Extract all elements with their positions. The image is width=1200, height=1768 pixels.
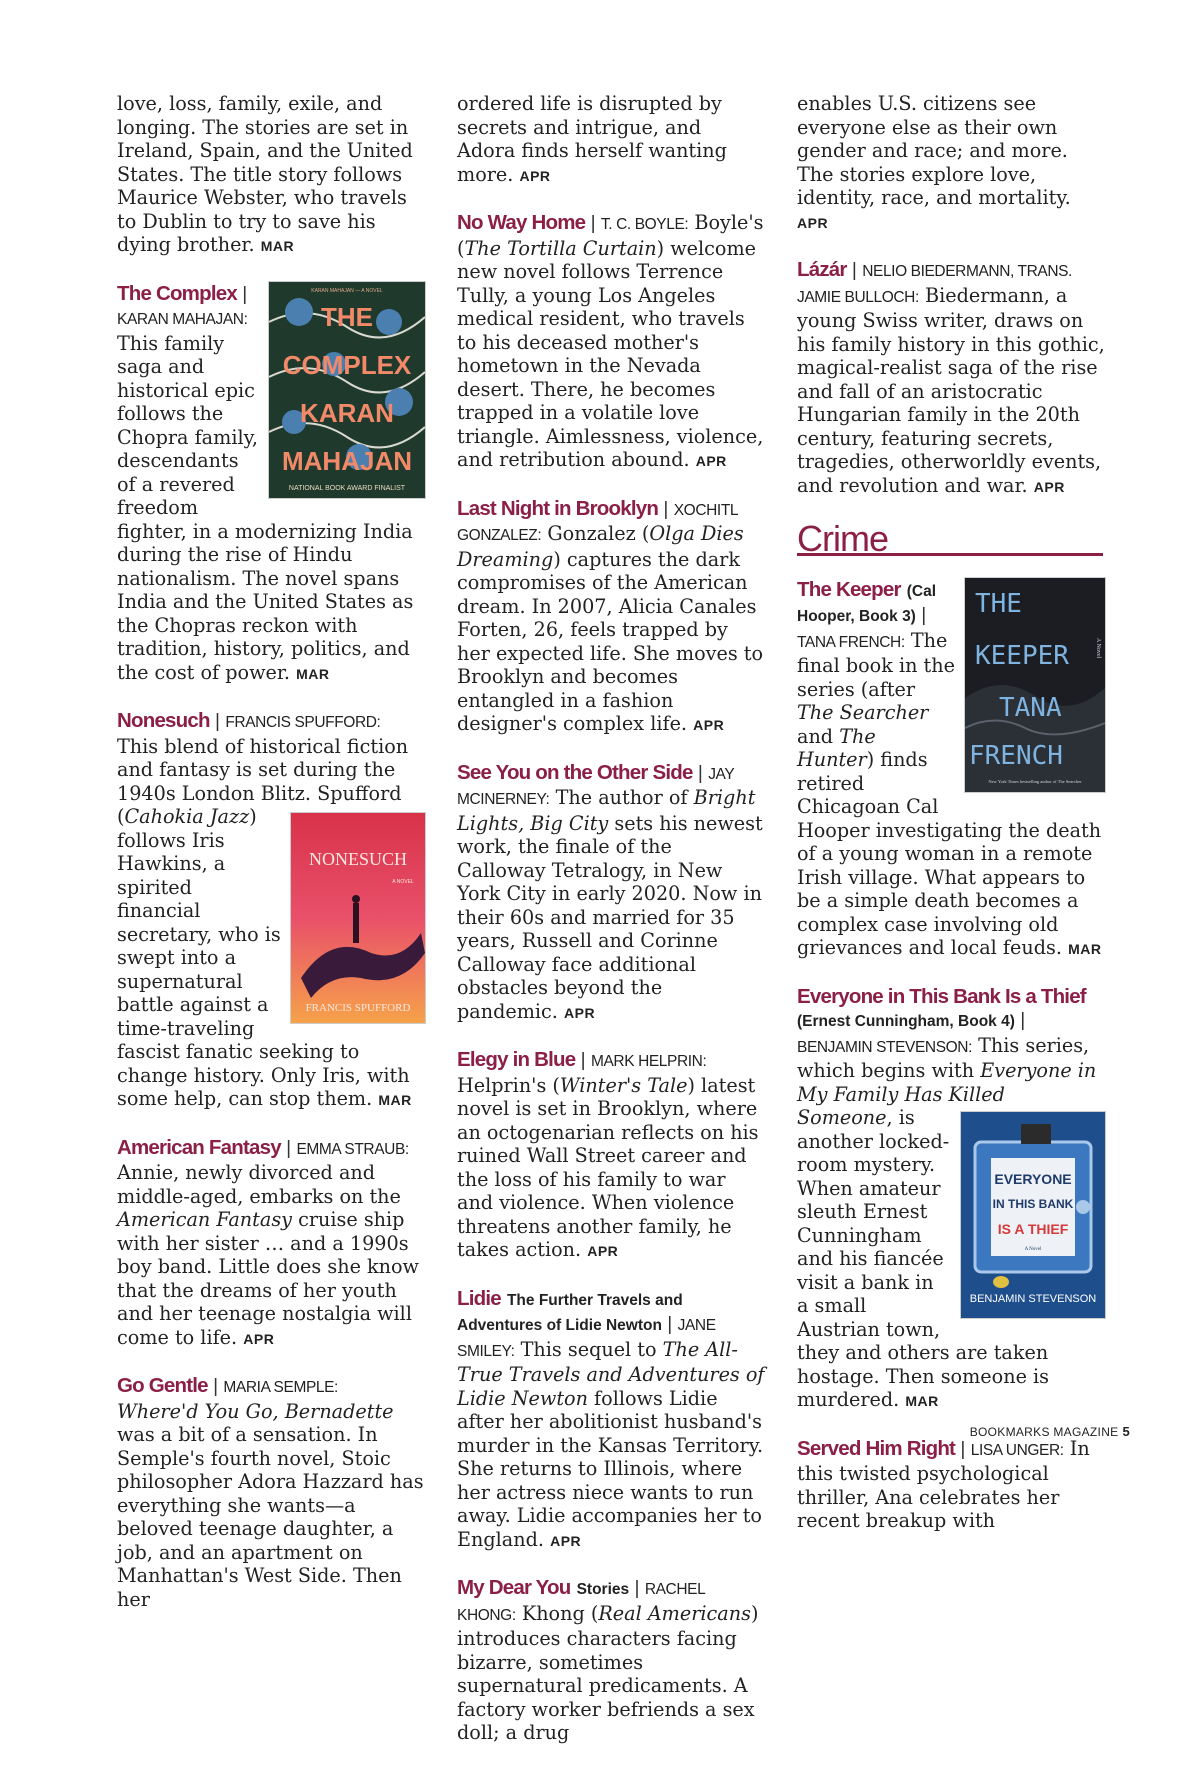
- release-month: APR: [693, 717, 725, 733]
- review-text: Biedermann, a young Swiss writer, draws on his family history in this gothic, magical-realist saga of the rise and fall of an aristocratic Hungarian family in the 20th century, featuring secrets, tragedies, otherworldly events, and revolution and war.: [797, 283, 1105, 497]
- page-footer: [970, 1424, 1130, 1439]
- review-no-way-home: No Way Home | T. C. BOYLE: Boyle's (The Tortilla Curtain) welcome new novel follows Terrence Tully, a young Los Angeles medical resident, who travels to his deceased mother's hometown in the Nevada desert. There, he becomes trapped in a volatile love triangle. Aimlessness, violence, and retribution abound. APR: [457, 211, 764, 471]
- review-everyone-in-this-bank-is-a-thief: Everyone in This Bank Is a Thief (Ernest Cunningham, Book 4) | BENJAMIN STEVENSON: This series, which begins with Everyone in My Family Has Killed Someone EVERYONE IN THIS BANK IS A THIEF A Novel BENJAMIN STEVENSON , is another locked-room mystery. When amateur sleuth Ernest Cunningham and his fiancée visit a bank in a small Austrian town, they and others are taken hostage. Then someone is murdered. MAR: [797, 985, 1105, 1414]
- referenced-title: The Tortilla Curtain: [464, 236, 657, 260]
- review-text: , is another locked-room mystery. When amateur sleuth Ernest Cunningham and his fiancée visit a bank in a small Austrian town, they and others are taken hostage. Then someone is murdered.: [797, 1106, 1050, 1411]
- book-title: Go Gentle: [117, 1374, 208, 1397]
- book-author: MARK HELPRIN:: [590, 1053, 707, 1070]
- review-text: This blend of historical fiction and fantasy is set during the 1940s London Blitz. Spufford (: [117, 734, 409, 828]
- column-1: [117, 92, 425, 1634]
- review-text: Annie, newly divorced and middle-aged, embarks on the: [117, 1161, 401, 1208]
- review-text: This series, which begins with: [797, 1033, 1090, 1082]
- referenced-title: Everyone in My Family Has Killed Someone: [797, 1059, 1097, 1129]
- svg-text:FRANCIS SPUFFORD: FRANCIS SPUFFORD: [305, 1002, 411, 1014]
- svg-text:NATIONAL BOOK AWARD FINALIST: NATIONAL BOOK AWARD FINALIST: [288, 484, 406, 492]
- book-author: T. C. BOYLE:: [600, 216, 689, 233]
- referenced-title: The All-True Travels and Adventures of Lidie Newton: [457, 1337, 765, 1410]
- book-author: JANE SMILEY:: [457, 1317, 716, 1360]
- book-title: No Way Home: [457, 211, 586, 234]
- review-continued: [797, 92, 1105, 235]
- book-author: NELIO BIEDERMANN, TRANS. JAMIE BULLOCH:: [797, 263, 1072, 306]
- review-nonesuch: Nonesuch | FRANCIS SPUFFORD: This blend of historical fiction and fantasy is set during the 1940s London Blitz. Spufford (Cahokia Jazz NONESUCH A NOVEL FRANCIS SPUFFORD ) follows Iris Hawkins, a spirited financial secretary, who is swept into a supernatural battle against a time-traveling fascist fanatic seeking to change history. Only Iris, with some help, can stop them. MAR: [117, 709, 425, 1113]
- review-text: Boyle's (: [457, 211, 764, 260]
- svg-text:FRENCH: FRENCH: [969, 740, 1063, 771]
- book-author: FRANCIS SPUFFORD:: [225, 714, 381, 731]
- review-text: cruise ship with her sister … and a 1990s boy band. Little does she know that the dreams of her youth and her teenage nostalgia will come to life.: [117, 1208, 419, 1349]
- review-text: ) introduces characters facing bizarre, sometimes supernatural predicaments. A factory worker befriends a sex doll; a drug: [457, 1601, 759, 1744]
- review-text: follows Lidie after her abolitionist husband's murder in the Kansas Territory. She returns to Illinois, where her actress niece wants to run away. Lidie accompanies her to England.: [457, 1386, 764, 1551]
- referenced-title: American Fantasy: [117, 1208, 293, 1231]
- svg-text:TANA: TANA: [999, 692, 1062, 723]
- referenced-title: Winter's Tale: [559, 1073, 688, 1097]
- section-heading-crime: Crime: [797, 527, 1103, 556]
- book-title: Nonesuch: [117, 709, 210, 732]
- book-cover-everyone-in-this-bank: [961, 1112, 1105, 1318]
- svg-text:THE: THE: [321, 301, 373, 332]
- review-american-fantasy: American Fantasy | EMMA STRAUB: Annie, newly divorced and middle-aged, embarks on the American Fantasy cruise ship with her sister … and a 1990s boy band. Little does she know that the dreams of her youth and her teenage nostalgia will come to life. APR: [117, 1135, 419, 1349]
- review-text: Gonzalez (: [547, 522, 650, 545]
- book-title: The Complex: [117, 281, 237, 305]
- book-title: Served Him Right: [797, 1436, 956, 1460]
- svg-text:IN THIS BANK: IN THIS BANK: [992, 1197, 1074, 1211]
- book-cover-nonesuch: [291, 813, 425, 1023]
- book-author: JAY MCINERNEY:: [457, 765, 734, 808]
- review-see-you-on-the-other-side: See You on the Other Side | JAY MCINERNEY: The author of Bright Lights, Big City sets his newest work, the finale of the Calloway Tetralogy, in New York City in early 2020. Now in their 60s and married for 35 years, Russell and Corinne Calloway face additional obstacles beyond the pandemic. APR: [457, 760, 763, 1023]
- magazine-name: BOOKMARKS MAGAZINE: [969, 1425, 1119, 1439]
- review-text: ordered life is disrupted by secrets and intrigue, and Adora finds herself wanting more.: [457, 92, 727, 186]
- release-month: MAR: [905, 1393, 939, 1409]
- review-text: enables U.S. citizens see everyone else as their own gender and race; and more. The stories explore love, identity, race, and mortality.: [797, 92, 1071, 209]
- release-month: MAR: [260, 238, 295, 254]
- review-lidie: Lidie The Further Travels and Adventures of Lidie Newton | JANE SMILEY: This sequel to The All-True Travels and Adventures of Lidie Newton follows Lidie after her abolitionist husband's murder in the Kansas Territory. She returns to Illinois, where her actress niece wants to run away. Lidie accompanies her to England. APR: [457, 1286, 765, 1551]
- svg-text:A Novel: A Novel: [1095, 637, 1101, 658]
- column-3: [797, 92, 1105, 1556]
- book-subtitle: (Cal Hooper, Book 3): [797, 582, 937, 625]
- review-served-him-right: Served Him Right | LISA UNGER: In this twisted psychological thriller, Ana celebrates her recent breakup with: [797, 1436, 1090, 1532]
- book-subtitle: (Ernest Cunningham, Book 4): [797, 1013, 1015, 1030]
- svg-text:New York Times bestselling aut: New York Times bestselling author of The Searcher: [988, 778, 1082, 784]
- release-month: APR: [797, 214, 829, 231]
- review-last-night-in-brooklyn: Last Night in Brooklyn | XOCHITL GONZALEZ: Gonzalez (Olga Dies Dreaming) captures the dark compromises of the American dream. In 2007, Alicia Canales Forten, 26, feels trapped by her expected life. She moves to Brooklyn and becomes entangled in a fashion designer's complex life. APR: [457, 496, 764, 735]
- book-author: XOCHITL GONZALEZ:: [457, 501, 738, 544]
- review-text: Helprin's (: [457, 1073, 560, 1097]
- review-text: ) latest novel is set in Brooklyn, where an octogenarian reflects on his ruined Wall Street career and the loss of his family to war and violence. When violence threatens another family, he takes action.: [457, 1073, 759, 1261]
- svg-text:IS A THIEF: IS A THIEF: [997, 1221, 1069, 1237]
- release-month: APR: [587, 1243, 619, 1259]
- release-month: APR: [550, 1532, 582, 1549]
- book-author: LISA UNGER:: [970, 1441, 1064, 1459]
- svg-text:EVERYONE: EVERYONE: [994, 1171, 1072, 1187]
- book-author: RACHEL KHONG:: [457, 1581, 705, 1624]
- release-month: MAR: [296, 665, 330, 682]
- book-title: Lázár: [797, 258, 847, 281]
- book-author: BENJAMIN STEVENSON:: [797, 1038, 972, 1056]
- review-go-gentle: Go Gentle | MARIA SEMPLE: Where'd You Go, Bernadette was a bit of a sensation. In Semple's fourth novel, Stoic philosopher Adora Hazzard has everything she wants—a beloved teenage daughter, a job, and an apartment on Manhattan's West Side. Then her: [117, 1374, 424, 1611]
- svg-text:KARAN MAHAJAN — A NOVEL: KARAN MAHAJAN — A NOVEL: [311, 287, 383, 294]
- review-text: ) finds retired Chicagoan Cal Hooper investigating the death of a young woman in a remote Irish village. What appears to be a simple death becomes a complex case involving old grievances and local feuds.: [797, 748, 1102, 959]
- review-text: was a bit of a sensation. In Semple's fourth novel, Stoic philosopher Adora Hazzard has everything she wants—a beloved teenage daughter, a job, and an apartment on Manhattan's West Side. Then her: [117, 1423, 424, 1611]
- review-continued: [117, 92, 425, 259]
- book-title: The Keeper: [797, 577, 901, 601]
- review-text: and: [797, 724, 840, 748]
- review-my-dear-you: My Dear You Stories | RACHEL KHONG: Khong (Real Americans) introduces characters facing bizarre, sometimes supernatural predicaments. A factory worker befriends a sex doll; a drug: [457, 1576, 759, 1744]
- book-title: American Fantasy: [117, 1135, 281, 1159]
- svg-text:COMPLEX: COMPLEX: [282, 349, 412, 380]
- book-subtitle: The Further Travels and Adventures of Lidie Newton: [457, 1291, 683, 1334]
- book-author: KARAN MAHAJAN:: [117, 311, 248, 328]
- review-text: This family saga and historical epic follows the Chopra family, descendants of a revered freedom fighter, in a modernizing India during the rise of Hindu nationalism. The novel spans India and the United States as the Chopras reckon with tradition, history, politics, and the cost of power.: [117, 331, 414, 684]
- review-text: ) captures the dark compromises of the American dream. In 2007, Alicia Canales Forten, 26, feels trapped by her expected life. She moves to Brooklyn and becomes entangled in a fashion designer's complex life.: [457, 547, 764, 735]
- review-text: ) follows Iris Hawkins, a spirited financial secretary, who is swept into a supernatural battle against a time-traveling fascist fanatic seeking to change history. Only Iris, with some help, can stop them.: [117, 805, 410, 1110]
- review-text: ) welcome new novel follows Terrence Tully, a young Los Angeles medical resident, who travels to his deceased mother's hometown in the Nevada desert. There, he becomes trapped in a volatile love triangle. Aimlessness, violence, and retribution abound.: [457, 236, 764, 471]
- release-month: MAR: [378, 1092, 412, 1108]
- referenced-title: Bright Lights, Big City: [457, 786, 756, 835]
- svg-text:THE: THE: [975, 588, 1022, 619]
- svg-text:A Novel: A Novel: [1024, 1247, 1042, 1252]
- referenced-title: Real Americans: [598, 1601, 751, 1625]
- book-cover-the-keeper: [965, 578, 1105, 792]
- referenced-title: Where'd You Go, Bernadette: [117, 1399, 394, 1423]
- column-2: [457, 92, 765, 1768]
- review-lazar: Lázár | NELIO BIEDERMANN, TRANS. JAMIE BULLOCH: Biedermann, a young Swiss writer, draws on his family history in this gothic, magical-realist saga of the rise and fall of an aristocratic Hungarian family in the 20th century, featuring secrets, tragedies, otherworldly events, and revolution and war. APR: [797, 258, 1105, 497]
- release-month: APR: [695, 453, 727, 469]
- review-the-keeper: THE KEEPER TANA FRENCH A Novel New York Times bestselling author of The Searcher The Keeper (Cal Hooper, Book 3) | TANA FRENCH: The final book in the series (after The Searcher and The Hunter) finds retired Chicagoan Cal Hooper investigating the death of a young woman in a remote Irish village. What appears to be a simple death becomes a complex case involving old grievances and local feuds. MAR: [797, 578, 1105, 962]
- referenced-title: Cahokia Jazz: [124, 805, 250, 828]
- release-month: APR: [1033, 478, 1065, 495]
- review-text: This sequel to: [520, 1337, 663, 1361]
- book-title: Elegy in Blue: [457, 1048, 576, 1071]
- page-number: 5: [1122, 1424, 1130, 1439]
- book-cover-the-complex: [269, 282, 425, 498]
- review-text: In this twisted psychological thriller, Ana celebrates her recent breakup with: [797, 1436, 1090, 1532]
- svg-text:KARAN: KARAN: [300, 397, 394, 428]
- book-title: My Dear You: [457, 1576, 571, 1599]
- review-text: The author of: [555, 786, 694, 809]
- referenced-title: The Hunter: [797, 724, 876, 771]
- release-month: APR: [564, 1004, 596, 1021]
- review-continued: [457, 92, 765, 188]
- book-title: Everyone in This Bank Is a Thief: [797, 984, 1086, 1008]
- review-text: love, loss, family, exile, and longing. The stories are set in Ireland, Spain, and the United States. The title story follows Maurice Webster, who travels to Dublin to try to save his dying brother.: [117, 92, 413, 256]
- referenced-title: The Searcher: [797, 701, 929, 724]
- review-text: sets his newest work, the finale of the Calloway Tetralogy, in New York City in early 2020. Now in their 60s and married for 35 years, Russell and Corinne Calloway face additional obstacles beyond the pandemic.: [457, 811, 763, 1023]
- book-title: See You on the Other Side: [457, 760, 693, 784]
- review-elegy-in-blue: Elegy in Blue | MARK HELPRIN: Helprin's (Winter's Tale) latest novel is set in Brooklyn, where an octogenarian reflects on his ruined Wall Street career and the loss of his family to war and violence. When violence threatens another family, he takes action. APR: [457, 1048, 759, 1261]
- book-author: MARIA SEMPLE:: [223, 1379, 338, 1396]
- book-title: Lidie: [457, 1286, 501, 1310]
- review-text: Khong (: [521, 1601, 599, 1625]
- svg-text:BENJAMIN STEVENSON: BENJAMIN STEVENSON: [969, 1293, 1097, 1305]
- referenced-title: Olga Dies Dreaming: [457, 522, 744, 571]
- book-title: Last Night in Brooklyn: [457, 496, 659, 520]
- book-subtitle: Stories: [576, 1581, 630, 1598]
- svg-text:A NOVEL: A NOVEL: [392, 879, 414, 885]
- release-month: MAR: [1068, 941, 1102, 957]
- review-the-complex: KARAN MAHAJAN — A NOVEL THE COMPLEX KARAN MAHAJAN NATIONAL BOOK AWARD FINALIST The Complex | KARAN MAHAJAN: This family saga and historical epic follows the Chopra family, descendants of a revered freedom fighter, in a modernizing India during the rise of Hindu nationalism. The novel spans India and the United States as the Chopras reckon with tradition, history, politics, and the cost of power. MAR: [117, 282, 425, 687]
- release-month: APR: [519, 167, 551, 184]
- svg-text:MAHAJAN: MAHAJAN: [282, 445, 412, 476]
- book-author: EMMA STRAUB:: [296, 1140, 409, 1158]
- svg-text:NONESUCH: NONESUCH: [308, 849, 408, 869]
- book-author: TANA FRENCH:: [797, 633, 905, 651]
- review-text: The final book in the series (after: [797, 628, 955, 701]
- release-month: APR: [243, 1330, 275, 1347]
- svg-text:KEEPER: KEEPER: [975, 640, 1069, 671]
